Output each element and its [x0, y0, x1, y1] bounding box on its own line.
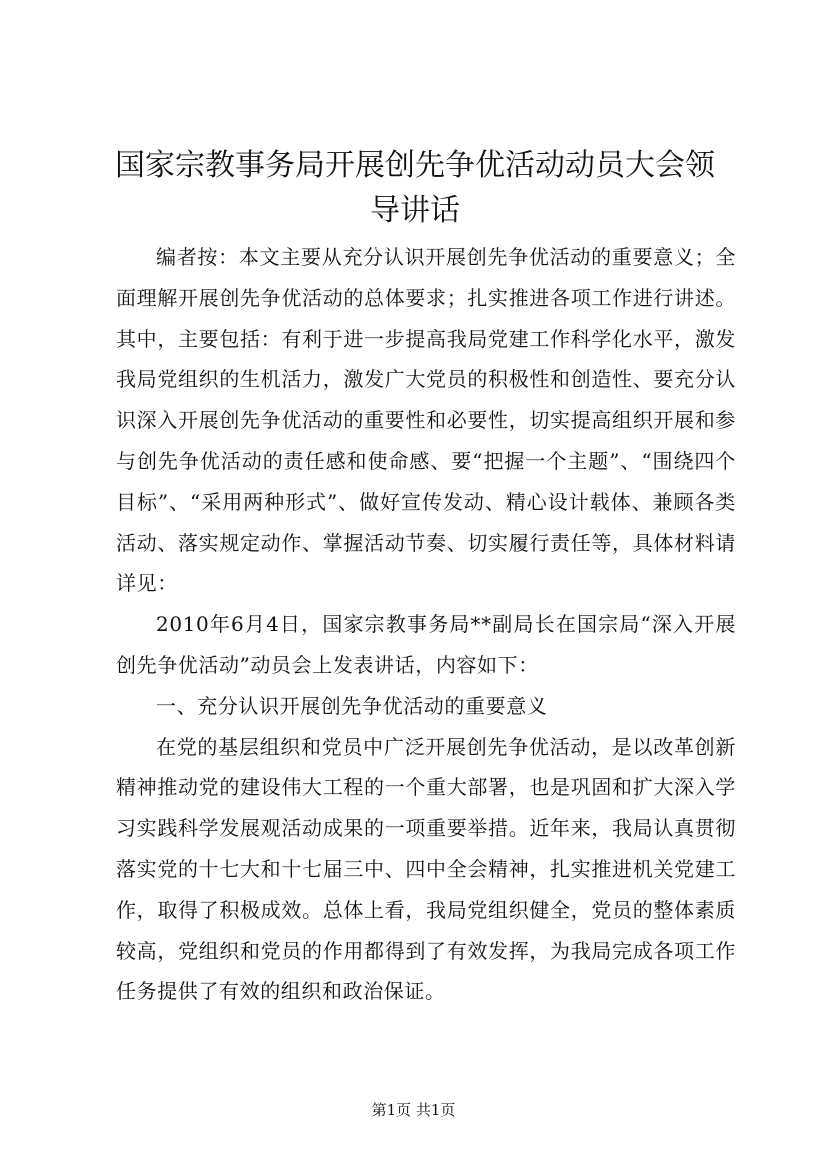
section-heading: 一、充分认识开展创先争优活动的重要意义 [156, 693, 548, 718]
document-body [116, 237, 736, 1012]
body-paragraph: 在党的基层组织和党员中广泛开展创先争优活动，是以改革创新精神推动党的建设伟大工程的一个重大部署，也是巩固和扩大深入学习实践科学发展观活动成果的一项重要举措。近年来，我局认真贯彻落实党的十七大和十七届三中、四中全会精神，扎实推进机关党建工作，取得了积极成效。总体上看，我局党组织健全，党员的整体素质较高，党组织和党员的作用都得到了有效发挥，为我局完成各项工作任务提供了有效的组织和政治保证。 [116, 734, 736, 1004]
page-footer: 第1页 共1页 [371, 1101, 456, 1119]
document-title: 国家宗教事务局开展创先争优活动动员大会领导讲话 [115, 148, 715, 228]
date-intro-paragraph: 2010年6月4日，国家宗教事务局**副局长在国宗局“深入开展创先争优活动”动员会上发表讲话，内容如下： [116, 612, 736, 677]
editor-note-paragraph: 编者按：本文主要从充分认识开展创先争优活动的重要意义；全面理解开展创先争优活动的总体要求；扎实推进各项工作进行讲述。其中，主要包括：有利于进一步提高我局党建工作科学化水平，激发我局党组织的生机活力，激发广大党员的积极性和创造性、要充分认识深入开展创先争优活动的重要性和必要性，切实提高组织开展和参与创先争优活动的责任感和使命感、要“把握一个主题”、“围绕四个目标”、“采用两种形式”、做好宣传发动、精心设计载体、兼顾各类活动、落实规定动作、掌握活动节奏、切实履行责任等，具体材料请详见： [116, 245, 736, 596]
